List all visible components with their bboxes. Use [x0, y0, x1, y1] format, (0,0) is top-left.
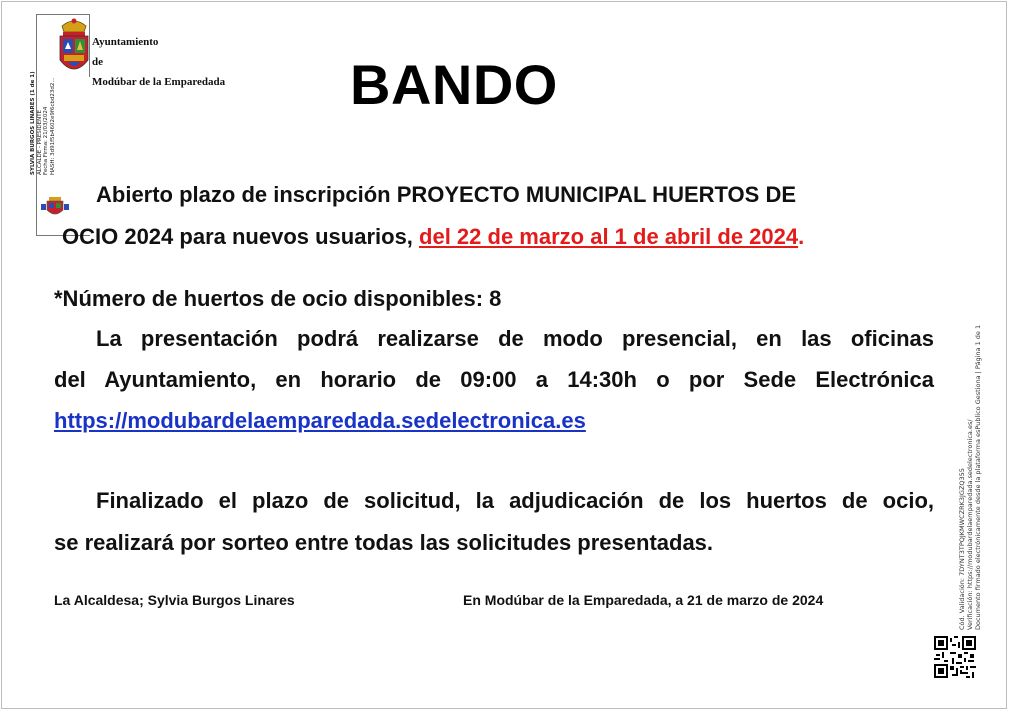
qr-code-icon — [934, 636, 976, 678]
signature-text — [30, 71, 56, 175]
validation-note — [958, 325, 982, 630]
validation-code: Cód. Validación: 7DYNT3TPQJKMWCZRK3JGZQ355 — [958, 468, 966, 630]
municipal-crest-icon — [56, 16, 92, 80]
presentation-line1: La presentación podrá realizarse de modo presencial, en las oficinas — [96, 326, 934, 351]
mini-crest-icon — [40, 196, 70, 218]
footer-place-date: En Modúbar de la Emparedada, a 21 de marzo de 2024 — [463, 592, 824, 608]
validation-url: Verificación: https://modubardelaemparedada.sedelectronica.es/ — [966, 419, 974, 630]
signature-name: SYLVIA BURGOS LINARES (1 de 1) — [30, 71, 36, 175]
org-line2: de — [92, 56, 103, 68]
sede-url — [54, 408, 586, 434]
org-line3: Modúbar de la Emparedada — [92, 76, 226, 88]
footer-signer: La Alcaldesa; Sylvia Burgos Linares — [54, 592, 295, 608]
page-title: BANDO — [350, 53, 558, 116]
signature-role: ALCALDE - PRESIDENTE — [36, 109, 43, 175]
organization-name — [92, 32, 225, 92]
available-plots: *Número de huertos de ocio disponibles: 8 — [54, 286, 502, 311]
intro-line1: Abierto plazo de inscripción PROYECTO MUNICIPAL HUERTOS DE — [96, 182, 797, 207]
org-line1: Ayuntamiento — [92, 36, 159, 48]
date-range-link[interactable]: del 22 de marzo al 1 de abril de 2024 — [419, 224, 799, 249]
closing-line1: Finalizado el plazo de solicitud, la adjudicación de los huertos de ocio, — [96, 488, 934, 513]
intro-line2: OCIO 2024 para nuevos usuarios, del 22 de marzo al 1 de abril de 2024. — [62, 224, 805, 249]
presentation-line2: del Ayuntamiento, en horario de 09:00 a 14:30h o por Sede Electrónica — [54, 367, 934, 392]
closing-line2: se realizará por sorteo entre todas las solicitudes presentadas. — [54, 530, 714, 555]
sede-electronica-link[interactable]: https://modubardelaemparedada.sedelectronica.es — [54, 408, 586, 433]
signature-hash: HASH: 3d91f5b4602e9f6cbd23d2... — [49, 77, 56, 175]
signature-date: Fecha Firma: 21/03/2024 — [43, 106, 49, 175]
validation-platform: Documento firmado electrónicamente desde la plataforma esPublico Gestiona | Página 1 de 1 — [974, 324, 982, 630]
